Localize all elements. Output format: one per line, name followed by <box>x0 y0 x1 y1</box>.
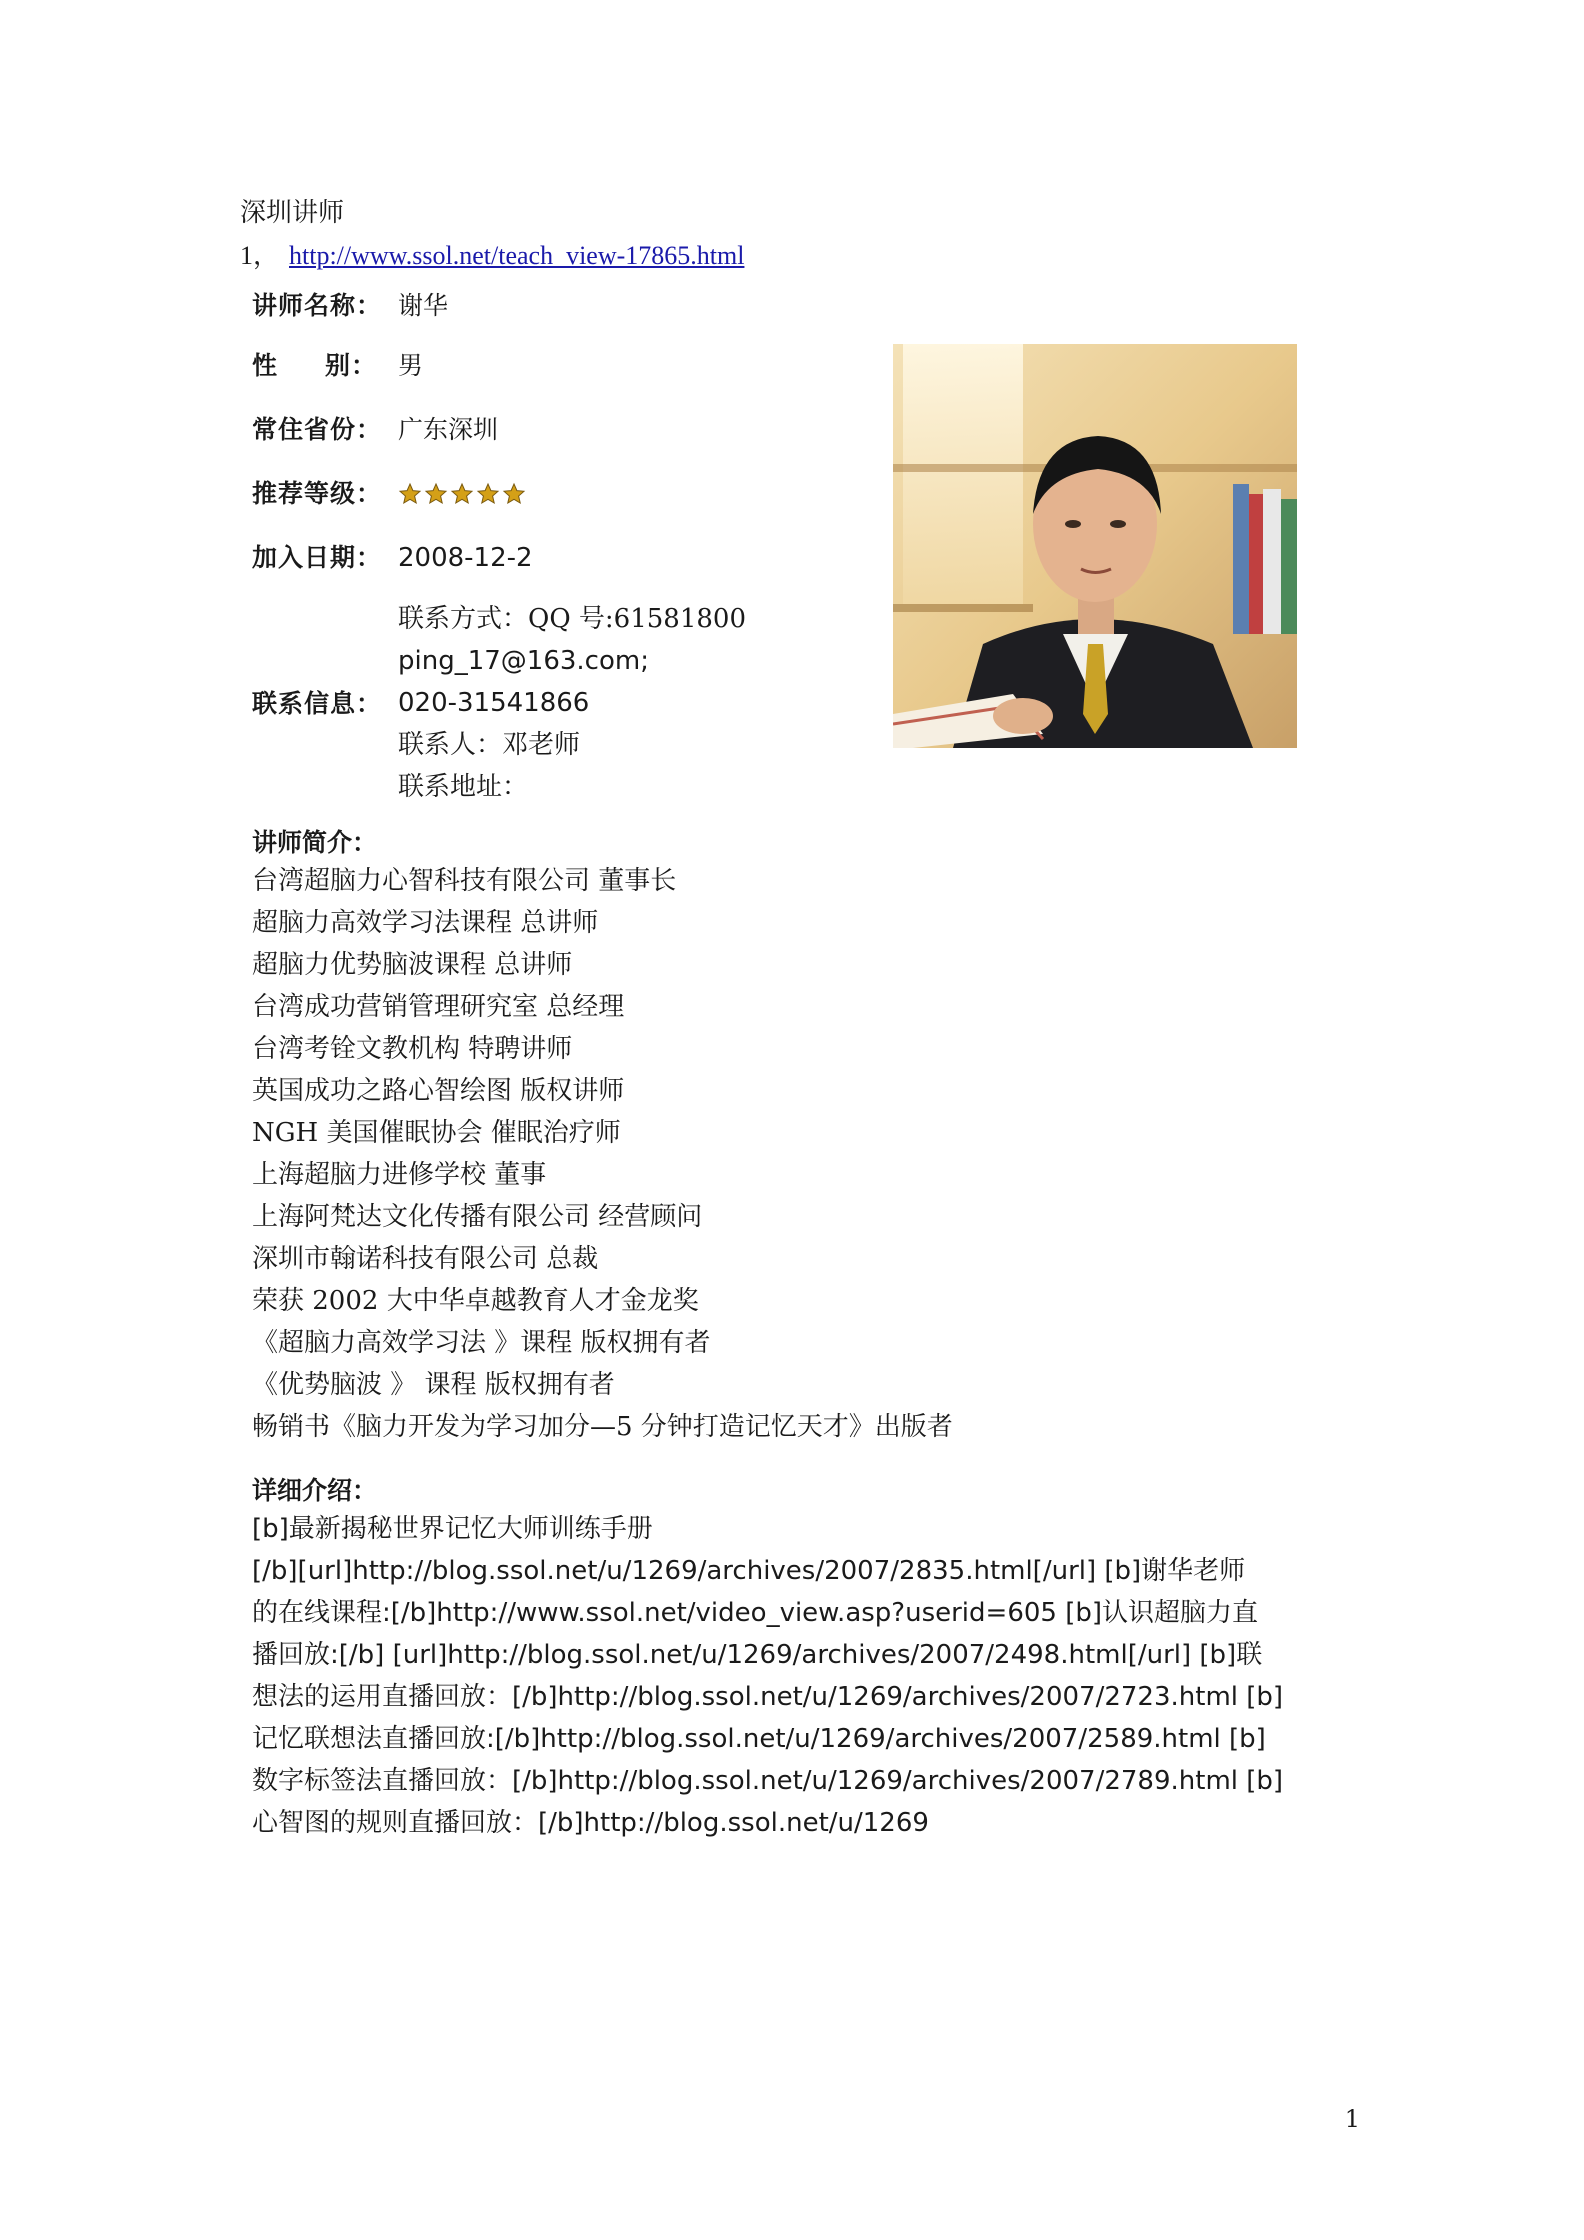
detail-line: 数字标签法直播回放：[/b]http://blog.ssol.net/u/1269/archives/2007/2789.html [b] <box>252 1766 1284 1796</box>
detail-line: 心智图的规则直播回放：[/b]http://blog.ssol.net/u/1269 <box>252 1808 929 1838</box>
gender-label <box>252 349 377 383</box>
intro-line: 英国成功之路心智绘图 版权讲师 <box>252 1076 625 1106</box>
rating-stars <box>398 477 526 511</box>
province-label: 常住省份： <box>252 415 383 444</box>
intro-title: 讲师简介： <box>252 828 378 857</box>
star-icon <box>450 482 474 506</box>
intro-line: 《优势脑波 》 课程 版权拥有者 <box>252 1370 615 1400</box>
contact-person: 联系人：邓老师 <box>398 730 581 760</box>
gender-label-b: 别： <box>324 351 377 380</box>
star-icon <box>502 482 526 506</box>
name-value: 谢华 <box>398 291 449 320</box>
star-icon <box>424 482 448 506</box>
detail-line: 的在线课程:[/b]http://www.ssol.net/video_view.asp?userid=605 [b]认识超脑力直 <box>252 1598 1259 1628</box>
detail-line: [b]最新揭秘世界记忆大师训练手册 <box>252 1514 653 1544</box>
contact-phone: 020-31541866 <box>398 688 590 718</box>
page-number: 1 <box>1344 2105 1360 2133</box>
intro-line: 上海阿梵达文化传播有限公司 经营顾问 <box>252 1202 703 1232</box>
star-icon <box>398 482 422 506</box>
contact-label: 联系信息： <box>252 689 383 718</box>
contact-email: ping_17@163.com; <box>398 646 649 676</box>
intro-line: 深圳市翰诺科技有限公司 总裁 <box>252 1244 599 1274</box>
page-heading: 深圳讲师 <box>240 198 345 228</box>
intro-line: 《超脑力高效学习法 》课程 版权拥有者 <box>252 1328 711 1358</box>
gender-value: 男 <box>398 351 424 380</box>
intro-line: 荣获 2002 大中华卓越教育人才金龙奖 <box>252 1286 699 1316</box>
contact-method: 联系方式：QQ 号:61581800 <box>398 604 746 634</box>
intro-line: 台湾成功营销管理研究室 总经理 <box>252 992 625 1022</box>
detail-line: 记忆联想法直播回放:[/b]http://blog.ssol.net/u/1269/archives/2007/2589.html [b] <box>252 1724 1266 1754</box>
intro-line: 超脑力优势脑波课程 总讲师 <box>252 950 573 980</box>
link-row <box>240 238 744 274</box>
rating-label: 推荐等级： <box>252 479 383 508</box>
intro-line: 台湾考铨文教机构 特聘讲师 <box>252 1034 573 1064</box>
join-date-value: 2008-12-2 <box>398 543 533 573</box>
detail-line: 播回放:[/b] [url]http://blog.ssol.net/u/1269/archives/2007/2498.html[/url] [b]联 <box>252 1640 1263 1670</box>
detail-text <box>252 1508 1352 1844</box>
province-value: 广东深圳 <box>398 415 499 444</box>
intro-line: 超脑力高效学习法课程 总讲师 <box>252 908 599 938</box>
detail-line: [/b][url]http://blog.ssol.net/u/1269/archives/2007/2835.html[/url] [b]谢华老师 <box>252 1556 1246 1586</box>
intro-line: 上海超脑力进修学校 董事 <box>252 1160 547 1190</box>
intro-list <box>252 860 953 1448</box>
contact-address: 联系地址： <box>398 772 529 802</box>
name-label: 讲师名称： <box>252 291 383 320</box>
intro-line: NGH 美国催眠协会 催眠治疗师 <box>252 1118 621 1148</box>
detail-title: 详细介绍： <box>252 1476 378 1505</box>
teacher-link[interactable]: http://www.ssol.net/teach_view-17865.html <box>289 241 745 270</box>
star-icon <box>476 482 500 506</box>
list-index: 1， <box>240 241 280 270</box>
intro-line: 畅销书《脑力开发为学习加分—5 分钟打造记忆天才》出版者 <box>252 1412 953 1442</box>
join-date-label: 加入日期： <box>252 543 383 572</box>
gender-label-a: 性 <box>252 351 279 380</box>
intro-line: 台湾超脑力心智科技有限公司 董事长 <box>252 866 677 896</box>
teacher-photo <box>893 344 1297 748</box>
detail-line: 想法的运用直播回放：[/b]http://blog.ssol.net/u/1269/archives/2007/2723.html [b] <box>252 1682 1284 1712</box>
